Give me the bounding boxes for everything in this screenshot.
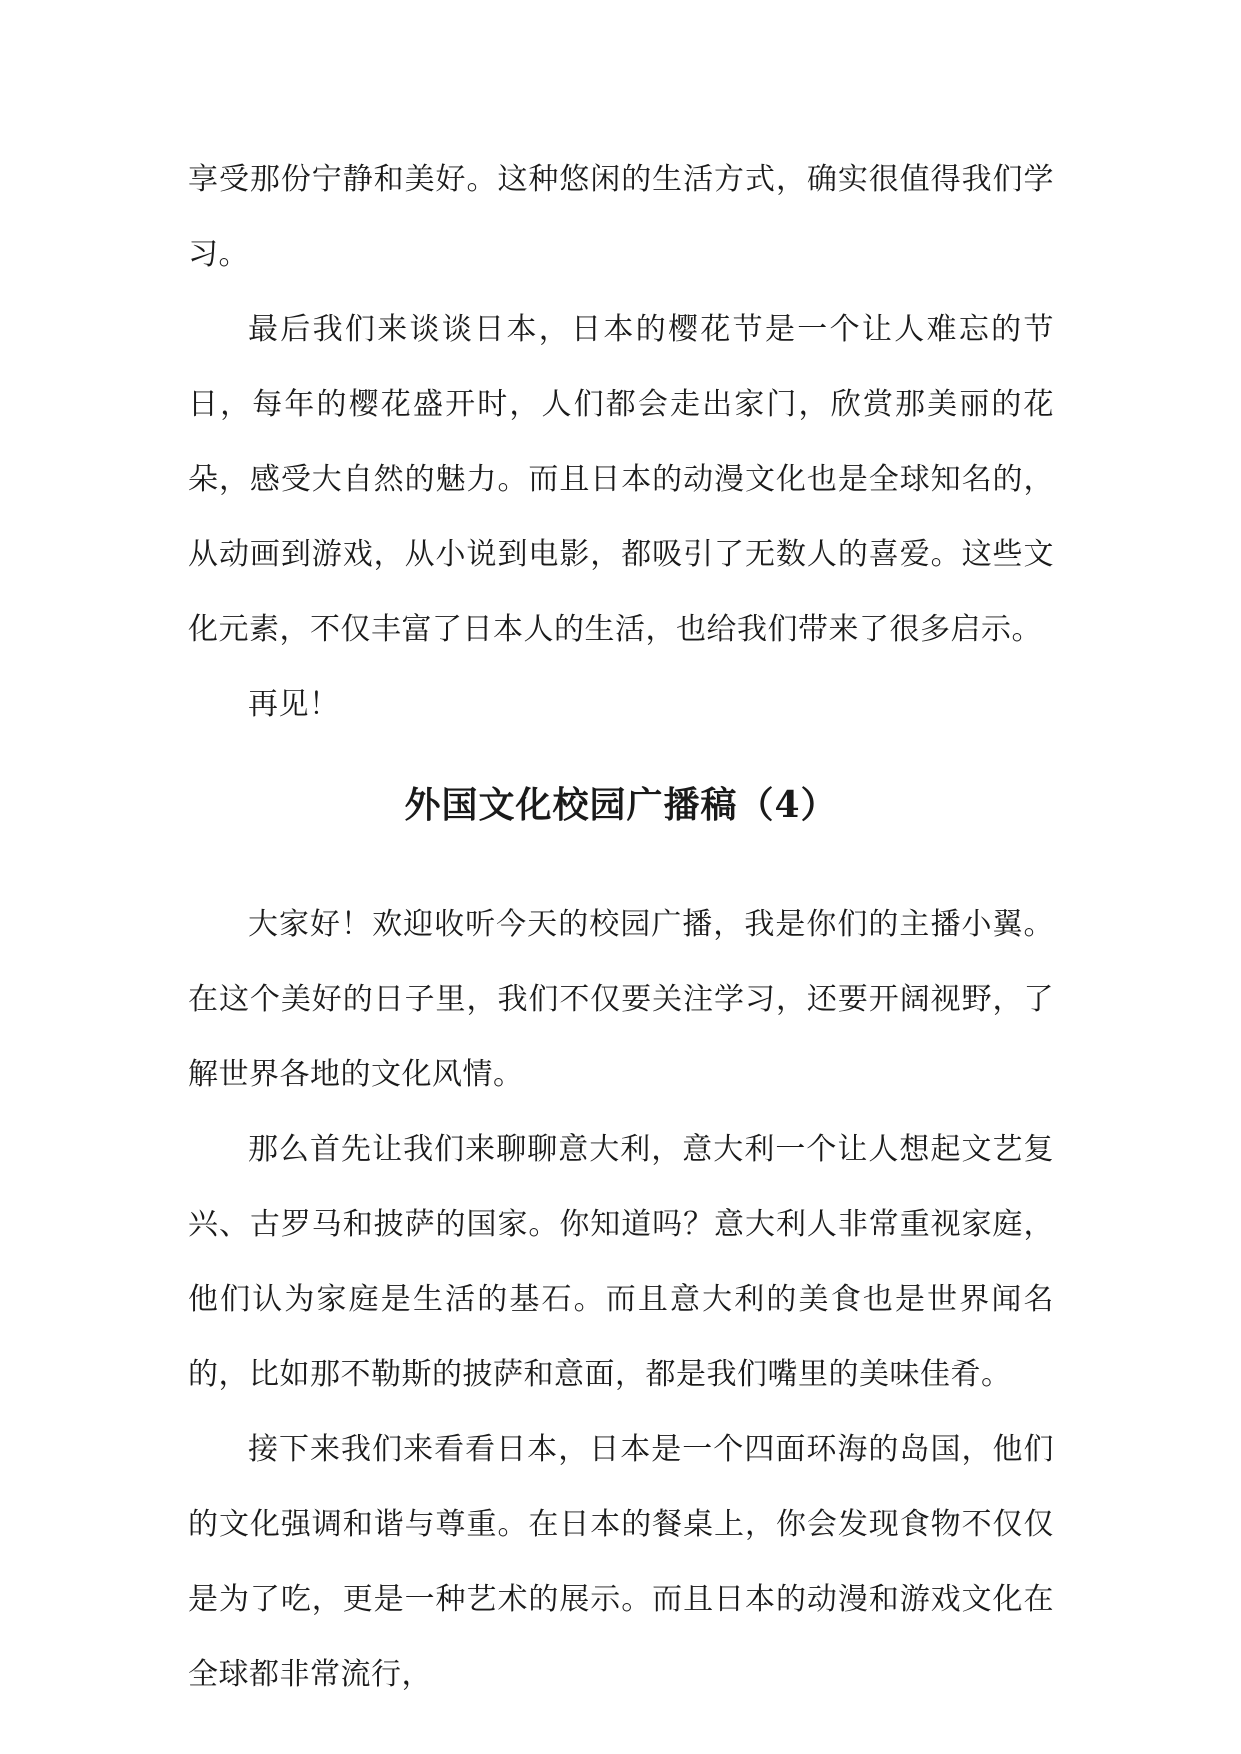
paragraph-goodbye: 再见！ (248, 687, 340, 722)
document-body (188, 142, 1054, 1712)
paragraph-italy: 那么首先让我们来聊聊意大利，意大利一个让人想起文艺复兴、古罗马和披萨的国家。你知道吗？意大利人非常重视家庭，他们认为家庭是生活的基石。而且意大利的美食也是世界闻名的，比如那不勒斯的披萨和意面，都是我们嘴里的美味佳肴。 (188, 1132, 1054, 1392)
section-title: 外国文化校园广播稿（4） (404, 784, 838, 826)
paragraph-greeting: 大家好！欢迎收听今天的校园广播，我是你们的主播小翼。在这个美好的日子里，我们不仅要关注学习，还要开阔视野，了解世界各地的文化风情。 (188, 907, 1054, 1092)
paragraph-japan: 接下来我们来看看日本，日本是一个四面环海的岛国，他们的文化强调和谐与尊重。在日本的餐桌上，你会发现食物不仅仅是为了吃，更是一种艺术的展示。而且日本的动漫和游戏文化在全球都非常流行， (188, 1432, 1054, 1692)
paragraph-continuation: 享受那份宁静和美好。这种悠闲的生活方式，确实很值得我们学习。 (188, 162, 1054, 272)
paragraph-japan-sakura: 最后我们来谈谈日本，日本的樱花节是一个让人难忘的节日，每年的樱花盛开时，人们都会走出家门，欣赏那美丽的花朵，感受大自然的魅力。而且日本的动漫文化也是全球知名的，从动画到游戏，从小说到电影，都吸引了无数人的喜爱。这些文化元素，不仅丰富了日本人的生活，也给我们带来了很多启示。 (188, 312, 1054, 647)
